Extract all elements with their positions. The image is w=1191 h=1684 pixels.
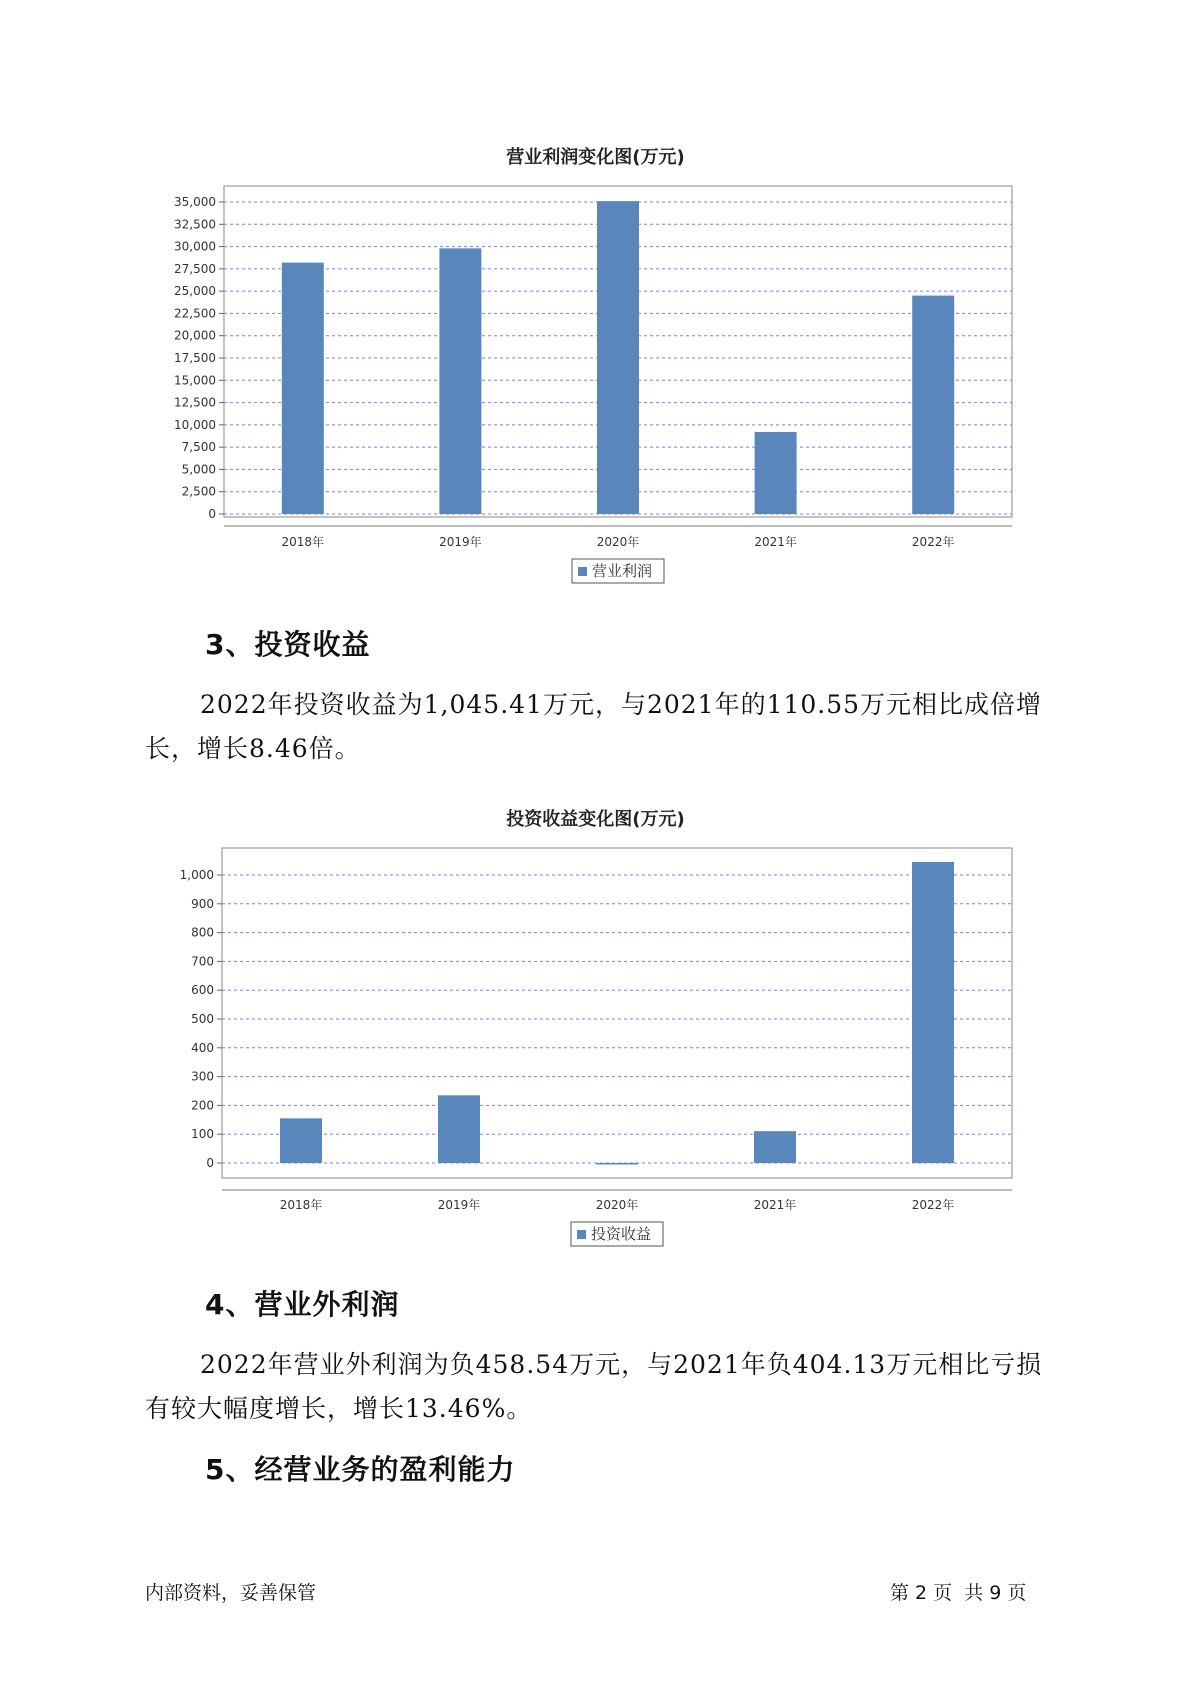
y-tick-label: 0 (206, 1156, 214, 1170)
y-tick-label: 25,000 (174, 284, 216, 299)
y-tick-label: 12,500 (174, 395, 216, 410)
y-tick-label: 15,000 (174, 373, 216, 388)
y-tick-label: 300 (191, 1069, 214, 1084)
y-tick-label: 10,000 (174, 417, 216, 432)
y-tick-label: 900 (191, 896, 214, 911)
y-tick-label: 100 (191, 1127, 214, 1142)
x-tick-label: 2020年 (595, 1198, 639, 1212)
x-tick-label: 2020年 (596, 535, 640, 549)
y-tick-label: 35,000 (174, 195, 216, 209)
bar-2021年 (754, 1131, 796, 1163)
y-tick-label: 5,000 (181, 462, 216, 477)
section3-heading: 3、投资收益 (205, 628, 371, 661)
y-tick-label: 600 (191, 983, 214, 998)
legend-label: 投资收益 (591, 1225, 652, 1243)
bar-2020年 (596, 1163, 638, 1165)
footer-page-number: 第 2 页 共 9 页 (890, 1582, 1027, 1604)
legend-label: 营业利润 (592, 562, 653, 580)
y-tick-label: 20,000 (174, 328, 216, 343)
section4-paragraph: 2022年营业外利润为负458.54万元，与2021年负404.13万元相比亏损有较大幅度增长，增长13.46%。 (145, 1350, 1043, 1423)
x-tick-label: 2022年 (911, 1198, 955, 1212)
y-tick-label: 7,500 (181, 440, 216, 455)
x-tick-label: 2019年 (437, 1198, 481, 1212)
y-tick-label: 800 (191, 925, 214, 940)
x-tick-label: 2022年 (911, 535, 955, 549)
chart2-title: 投资收益变化图(万元) (506, 809, 685, 830)
section4-heading: 4、营业外利润 (205, 1288, 400, 1321)
x-tick-label: 2018年 (279, 1198, 323, 1212)
y-tick-label: 32,500 (174, 217, 216, 232)
y-tick-label: 22,500 (174, 306, 216, 321)
y-tick-label: 700 (191, 954, 214, 969)
y-tick-label: 500 (191, 1012, 214, 1026)
chart1-title: 营业利润变化图(万元) (506, 147, 685, 168)
section5-heading: 5、经营业务的盈利能力 (205, 1453, 516, 1486)
y-tick-label: 30,000 (174, 239, 216, 254)
legend-swatch (577, 1230, 586, 1239)
x-tick-label: 2018年 (281, 535, 325, 549)
footer-confidential: 内部资料，妥善保管 (145, 1582, 317, 1604)
plot-frame (222, 848, 1012, 1178)
y-tick-label: 0 (208, 507, 216, 521)
bar-2022年 (912, 862, 954, 1163)
y-tick-label: 1,000 (179, 868, 214, 882)
y-tick-label: 200 (191, 1098, 214, 1113)
y-tick-label: 400 (191, 1040, 214, 1055)
x-tick-label: 2021年 (754, 535, 797, 549)
y-tick-label: 2,500 (181, 484, 216, 499)
bar-2019年 (438, 1095, 480, 1163)
x-tick-label: 2021年 (753, 1198, 797, 1212)
x-tick-label: 2019年 (439, 535, 482, 549)
bar-2018年 (280, 1118, 322, 1163)
section3-paragraph: 2022年投资收益为1,045.41万元，与2021年的110.55万元相比成倍增长，增长8.46倍。 (145, 690, 1043, 763)
y-tick-label: 27,500 (174, 261, 216, 276)
y-tick-label: 17,500 (174, 351, 216, 365)
